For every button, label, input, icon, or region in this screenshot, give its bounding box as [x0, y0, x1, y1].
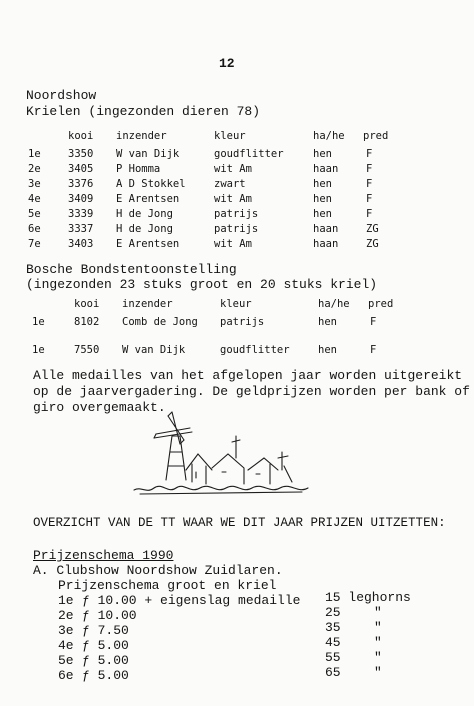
cell-place: 6e — [28, 223, 41, 235]
cell-kooi: 3350 — [68, 148, 94, 160]
paragraph-line: giro overgemaakt. — [33, 400, 166, 415]
cell-pred: F — [370, 316, 377, 328]
cell-ha-he: haan — [313, 238, 339, 250]
cell-inzender: A D Stokkel — [116, 178, 186, 190]
ditto-mark: " — [374, 635, 382, 650]
cell-kleur: patrijs — [220, 316, 265, 328]
cell-kooi: 3409 — [68, 193, 94, 205]
cell-pred: ZG — [366, 223, 379, 235]
cell-pred: F — [366, 193, 373, 205]
col-ha-he: ha/he — [318, 298, 350, 310]
cell-ha-he: hen — [313, 208, 332, 220]
cell-kleur: patrijs — [214, 208, 259, 220]
cell-kleur: wit Am — [214, 238, 252, 250]
col-pred: pred — [363, 130, 389, 142]
cell-kleur: wit Am — [214, 163, 252, 175]
col-inzender: inzender — [116, 130, 167, 142]
cell-kooi: 8102 — [74, 316, 100, 328]
cell-place: 2e — [28, 163, 41, 175]
cell-kooi: 3376 — [68, 178, 94, 190]
cell-place: 3e — [28, 178, 41, 190]
col-kleur: kleur — [214, 130, 246, 142]
cell-inzender: E Arentsen — [116, 193, 180, 205]
cell-kooi: 7550 — [74, 344, 100, 356]
schema-subtitle: Prijzenschema groot en kriel — [58, 578, 277, 593]
ditto-mark: " — [374, 605, 382, 620]
table-row — [0, 163, 474, 175]
prize-amount: ƒ 7.50 — [82, 623, 129, 638]
prize-count: 55 — [325, 650, 341, 665]
ditto-mark: " — [374, 620, 382, 635]
ditto-mark: " — [374, 650, 382, 665]
cell-kooi: 3403 — [68, 238, 94, 250]
prize-place: 6e — [58, 668, 74, 683]
noordshow-title: Noordshow — [26, 88, 97, 103]
cell-inzender: W van Dijk — [116, 148, 180, 160]
table-row — [0, 223, 474, 235]
cell-ha-he: hen — [313, 193, 332, 205]
cell-inzender: H de Jong — [116, 208, 173, 220]
schema-line-a: A. Clubshow Noordshow Zuidlaren. — [33, 563, 283, 578]
cell-pred: F — [370, 344, 377, 356]
cell-inzender: P Homma — [116, 163, 161, 175]
table-row — [0, 238, 474, 250]
overzicht-heading: OVERZICHT VAN DE TT WAAR WE DIT JAAR PRIJZEN UITZETTEN: — [33, 516, 446, 530]
table-row — [0, 208, 474, 220]
cell-place: 1e — [32, 344, 45, 356]
cell-ha-he: haan — [313, 163, 339, 175]
table-row — [0, 344, 474, 356]
prize-count: 35 — [325, 620, 341, 635]
prize-count: 25 — [325, 605, 341, 620]
cell-kleur: zwart — [214, 178, 246, 190]
cell-kleur: goudflitter — [220, 344, 290, 356]
cell-ha-he: haan — [313, 223, 339, 235]
table-row — [0, 316, 474, 328]
table-row — [0, 178, 474, 190]
prize-place: 5e — [58, 653, 74, 668]
cell-ha-he: hen — [318, 344, 337, 356]
paragraph-line: Alle medailles van het afgelopen jaar worden uitgereikt — [33, 368, 463, 383]
cell-place: 4e — [28, 193, 41, 205]
cell-ha-he: hen — [313, 148, 332, 160]
col-kooi: kooi — [74, 298, 100, 310]
cell-place: 5e — [28, 208, 41, 220]
cell-inzender: Comb de Jong — [122, 316, 198, 328]
ditto-mark: " — [374, 665, 382, 680]
prize-amount: ƒ 10.00 — [82, 608, 137, 623]
prize-count: 45 — [325, 635, 341, 650]
cell-inzender: H de Jong — [116, 223, 173, 235]
cell-pred: F — [366, 178, 373, 190]
table-row — [0, 193, 474, 205]
cell-kooi: 3405 — [68, 163, 94, 175]
prize-count: 15 leghorns — [325, 590, 411, 605]
cell-kleur: goudflitter — [214, 148, 284, 160]
cell-place: 7e — [28, 238, 41, 250]
prize-count: 65 — [325, 665, 341, 680]
prize-place: 2e — [58, 608, 74, 623]
cell-inzender: W van Dijk — [122, 344, 186, 356]
cell-pred: F — [366, 163, 373, 175]
cell-pred: F — [366, 208, 373, 220]
prize-place: 3e — [58, 623, 74, 638]
cell-ha-he: hen — [318, 316, 337, 328]
cell-kooi: 3337 — [68, 223, 94, 235]
noordshow-subtitle: Krielen (ingezonden dieren 78) — [26, 104, 261, 119]
cell-kleur: patrijs — [214, 223, 259, 235]
prize-place: 4e — [58, 638, 74, 653]
table-row — [0, 148, 474, 160]
bosche-subtitle: (ingezonden 23 stuks groot en 20 stuks kriel) — [26, 277, 378, 292]
prize-place: 1e — [58, 593, 74, 608]
col-kooi: kooi — [68, 130, 94, 142]
cell-place: 1e — [28, 148, 41, 160]
prize-amount: ƒ 10.00 + eigenslag medaille — [82, 593, 301, 608]
cell-kleur: wit Am — [214, 193, 252, 205]
page-number: 12 — [219, 56, 235, 71]
prize-amount: ƒ 5.00 — [82, 653, 129, 668]
bosche-title: Bosche Bondstentoonstelling — [26, 262, 237, 277]
cell-pred: F — [366, 148, 373, 160]
cell-ha-he: hen — [313, 178, 332, 190]
col-ha-he: ha/he — [313, 130, 345, 142]
col-pred: pred — [368, 298, 394, 310]
col-kleur: kleur — [220, 298, 252, 310]
cell-inzender: E Arentsen — [116, 238, 180, 250]
prize-amount: ƒ 5.00 — [82, 668, 129, 683]
windmill-sketch — [132, 408, 314, 500]
cell-place: 1e — [32, 316, 45, 328]
cell-kooi: 3339 — [68, 208, 94, 220]
cell-pred: ZG — [366, 238, 379, 250]
schema-title: Prijzenschema 1990 — [33, 548, 174, 563]
col-inzender: inzender — [122, 298, 173, 310]
prize-amount: ƒ 5.00 — [82, 638, 129, 653]
paragraph-line: op de jaarvergadering. De geldprijzen worden per bank of — [33, 384, 470, 399]
